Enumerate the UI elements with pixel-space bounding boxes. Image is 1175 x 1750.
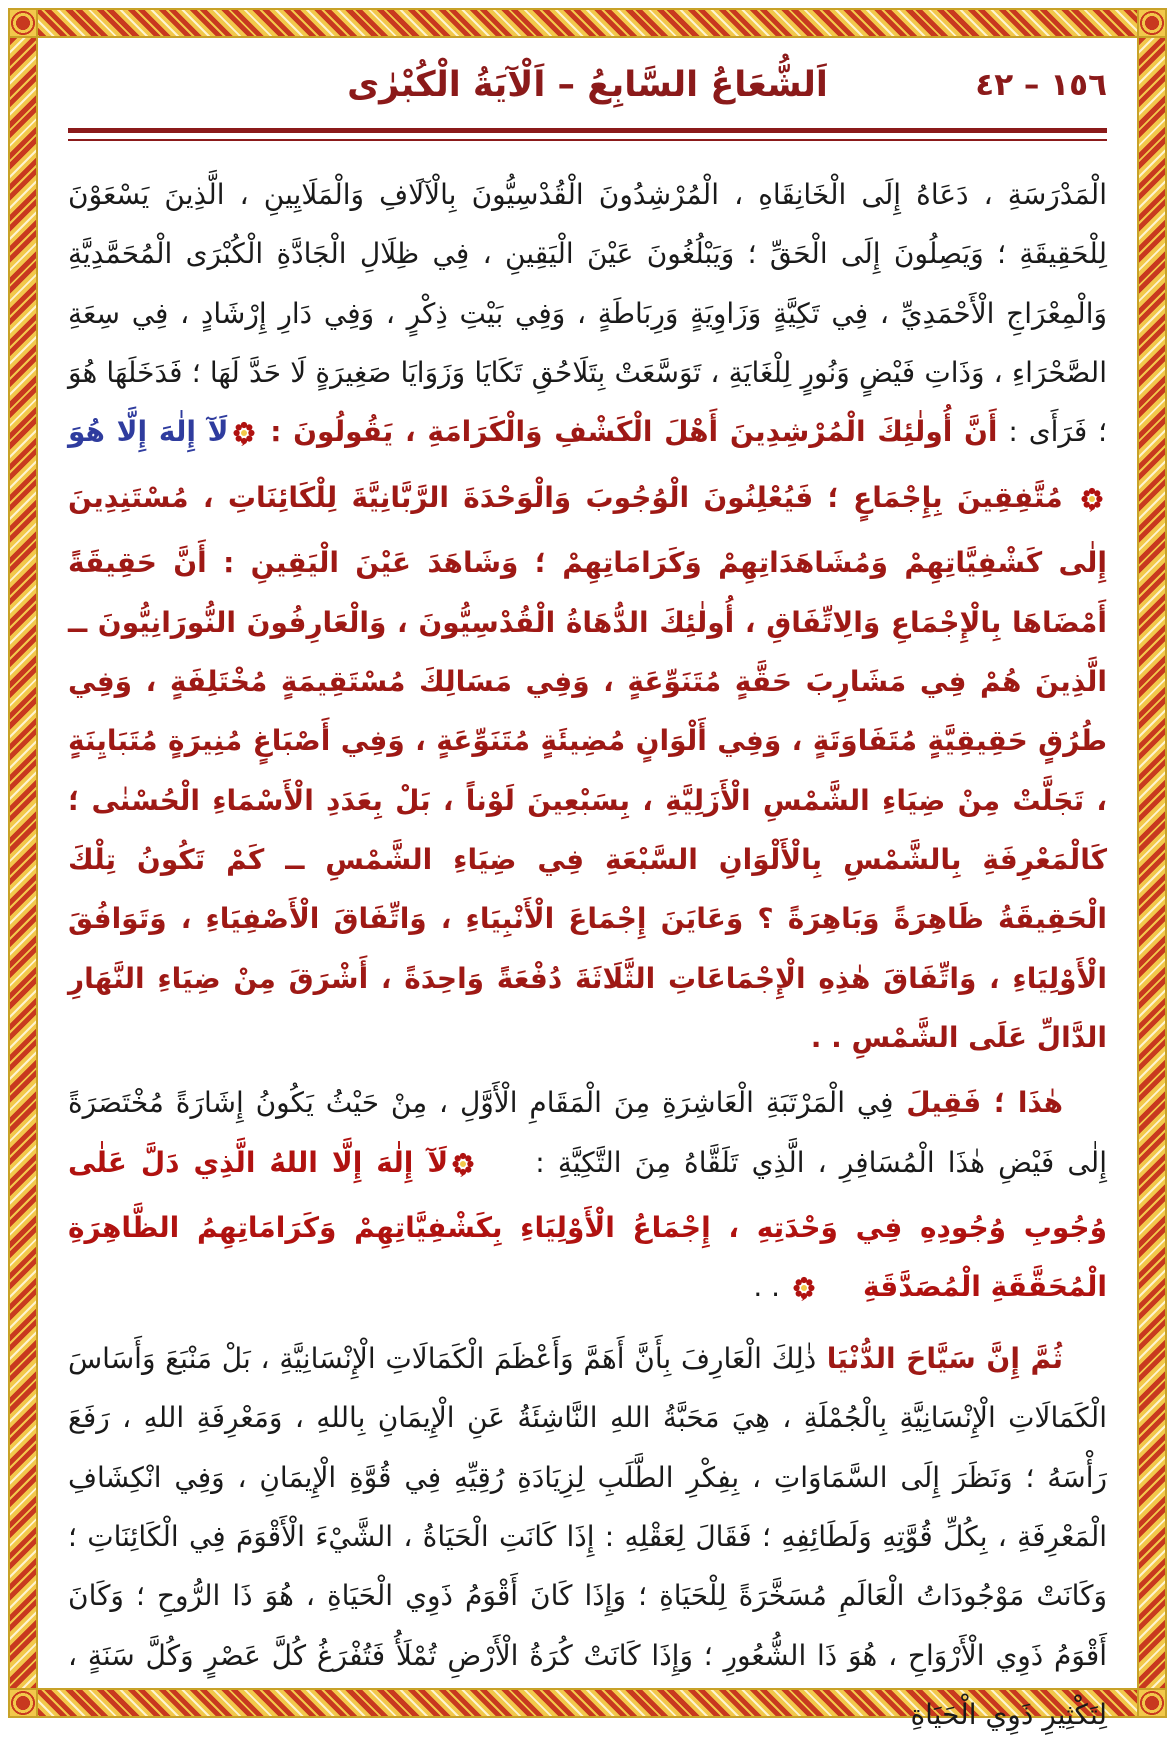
rosette-quote-bracket-icon <box>451 1139 519 1198</box>
frame-border-right <box>1137 38 1167 1688</box>
text-run-red: أَنَّ أُولٰئِكَ الْمُرْشِدِينَ أَهْلَ الْكَشْفِ وَالْكَرَامَةِ ، يَقُولُونَ : <box>258 415 998 449</box>
page-number: ١٥٦ – ٤٢ <box>975 67 1107 103</box>
text-run-black: . . <box>753 1270 789 1304</box>
text-body <box>68 165 1107 1744</box>
text-run-red: ثُمَّ إِنَّ سَيَّاحَ الدُّنْيَا <box>816 1341 1063 1375</box>
paragraph <box>68 1329 1107 1745</box>
text-run-quote_blue: لَآ إِلٰهَ إِلَّا هُوَ <box>68 415 229 449</box>
rosette-quote-bracket-icon <box>1080 474 1104 533</box>
paragraph <box>68 165 1107 1067</box>
text-run-red: هٰذَا ؛ فَقِيلَ <box>893 1086 1063 1120</box>
rosette-quote-bracket-icon <box>792 1263 860 1322</box>
frame-corner-icon <box>1137 8 1167 38</box>
text-run-black: الْمَدْرَسَةِ ، دَعَاهُ إِلَى الْخَانِقَاهِ ، الْمُرْشِدُونَ الْقُدْسِيُّونَ بِالْآلَافِ وَالْمَلَايِينِ ، الَّذِينَ يَسْعَوْنَ لِلْحَقِيقَةِ ؛ وَيَصِلُونَ إِلَى الْحَقِّ ؛ وَيَبْلُغُونَ عَيْنَ الْيَقِينِ ، فِي ظِلَالِ الْجَادَّةِ الْكُبْرَى الْمُحَمَّدِيَّةِ وَالْمِعْرَاجِ الْأَحْمَدِيِّ ، فِي تَكِيَّةٍ وَزَاوِيَةٍ وَرِبَاطَةٍ ، وَفِي بَيْتِ ذِكْرٍ ، وَفِي دَارِ إِرْشَادٍ ، فِي سِعَةِ الصَّحْرَاءِ ، وَذَاتِ فَيْضٍ وَنُورٍ لِلْغَايَةِ ، تَوَسَّعَتْ بِتَلَاحُقِ تَكَايَا وَزَوَايَا صَغِيرَةٍ لَا حَدَّ لَهَا ؛ فَدَخَلَهَا هُوَ ؛ فَرَأَى : <box>68 178 1107 449</box>
frame-border-top <box>8 8 1167 38</box>
text-run-black: فِي الْمَرْتَبَةِ الْعَاشِرَةِ مِنَ الْمَقَامِ الْأَوَّلِ ، مِنْ حَيْثُ يَكُونُ إِشَارَةً مُخْتَصَرَةً إِلٰى فَيْضِ هٰذَا الْمُسَافِرِ ، الَّذِي تَلَقَّاهُ مِنَ التَّكِيَّةِ : <box>68 1086 1107 1179</box>
text-run-black: ذٰلِكَ الْعَارِفَ بِأَنَّ أَهَمَّ وَأَعْظَمَ الْكَمَالَاتِ الْإِنْسَانِيَّةِ ، بَلْ مَنْبَعَ وَأَسَاسَ الْكَمَالَاتِ الْإِنْسَانِيَّةِ بِالْجُمْلَةِ ، هِيَ مَحَبَّةُ اللهِ النَّاشِئَةُ عَنِ الْإِيمَانِ بِاللهِ ، وَمَعْرِفَةِ اللهِ ، رَفَعَ رَأْسَهُ ؛ وَنَظَرَ إِلَى السَّمَاوَاتِ ، بِفِكْرِ الطَّلَبِ لِزِيَادَةِ رُقِيِّهِ فِي قُوَّةِ الْإِيمَانِ ، وَفِي انْكِشَافِ الْمَعْرِفَةِ ، بِكُلِّ قُوَّتِهِ وَلَطَائِفِهِ ؛ فَقَالَ لِعَقْلِهِ : إِذَا كَانَتِ الْحَيَاةُ ، الشَّيْءَ الْأَقْوَمَ فِي الْكَائِنَاتِ ؛ وَكَانَتْ مَوْجُودَاتُ الْعَالَمِ مُسَخَّرَةً لِلْحَيَاةِ ؛ وَإِذَا كَانَ أَقْوَمُ ذَوِي الْحَيَاةِ ، هُوَ ذَا الرُّوحِ ؛ وَكَانَ أَقْوَمُ ذَوِي الْأَرْوَاحِ ، هُوَ ذَا الشُّعُورِ ؛ وَإِذَا كَانَتْ كُرَةُ الْأَرْضِ تُمْلَأُ فَتُفْرَغُ كُلَّ عَصْرٍ وَكُلَّ سَنَةٍ ، لِتَكْثِيرِ ذَوِي الْحَيَاةِ <box>68 1341 1107 1731</box>
frame-corner-icon <box>1137 1688 1167 1718</box>
header-divider <box>68 128 1107 141</box>
frame-corner-icon <box>8 1688 38 1718</box>
page-content <box>68 52 1107 1750</box>
text-run-red: مُتَّفِقِينَ بِإِجْمَاعٍ ؛ فَيُعْلِنُونَ الْوُجُوبَ وَالْوَحْدَةَ الرَّبَّانِيَّةَ لِلْكَائِنَاتِ ، مُسْتَنِدِينَ إِلٰى كَشْفِيَّاتِهِمْ وَمُشَاهَدَاتِهِمْ وَكَرَامَاتِهِمْ ؛ وَشَاهَدَ عَيْنَ الْيَقِينِ : أَنَّ حَقِيقَةً أَمْضَاهَا بِالْإِجْمَاعِ وَالِاتِّفَاقِ ، أُولٰئِكَ الدُّهَاةُ الْقُدْسِيُّونَ ، وَالْعَارِفُونَ النُّورَانِيُّونَ ــ الَّذِينَ هُمْ فِي مَشَارِبَ حَقَّةٍ مُتَنَوِّعَةٍ ، وَفِي مَسَالِكَ مُسْتَقِيمَةٍ مُخْتَلِفَةٍ ، وَفِي طُرُقٍ حَقِيقِيَّةٍ مُتَفَاوَتَةٍ ، وَفِي أَلْوَانٍ مُضِيئَةٍ مُتَنَوِّعَةٍ ، وَفِي أَصْبَاغٍ مُنِيرَةٍ مُتَبَايِنَةٍ ، تَجَلَّتْ مِنْ ضِيَاءِ الشَّمْسِ الْأَزَلِيَّةِ ، بِسَبْعِينَ لَوْناً ، بَلْ بِعَدَدِ الْأَسْمَاءِ الْحُسْنٰى ؛ كَالْمَعْرِفَةِ بِالشَّمْسِ بِالْأَلْوَانِ السَّبْعَةِ فِي ضِيَاءِ الشَّمْسِ ــ كَمْ تَكُونُ تِلْكَ الْحَقِيقَةُ ظَاهِرَةً وَبَاهِرَةً ؟ وَعَايَنَ إِجْمَاعَ الْأَنْبِيَاءِ ، وَاتِّفَاقَ الْأَصْفِيَاءِ ، وَتَوَافُقَ الْأَوْلِيَاءِ ، وَاتِّفَاقَ هٰذِهِ الْإِجْمَاعَاتِ الثَّلَاثَةَ دُفْعَةً وَاحِدَةً ، أَشْرَقَ مِنْ ضِيَاءِ النَّهَارِ الدَّالِّ عَلَى الشَّمْسِ . . <box>68 480 1107 1055</box>
rosette-quote-bracket-icon <box>232 408 256 467</box>
page-header <box>68 52 1107 118</box>
frame-border-left <box>8 38 38 1688</box>
text-run-quote_red: لَآ إِلٰهَ إِلَّا اللهُ الَّذِي دَلَّ عَلٰى وُجُوبِ وُجُودِهِ فِي وَحْدَتِهِ ، إِجْمَاعُ الْأَوْلِيَاءِ بِكَشْفِيَّاتِهِمْ وَكَرَامَاتِهِمُ الظَّاهِرَةِ الْمُحَقَّقَةِ الْمُصَدَّقَةِ <box>68 1145 1107 1304</box>
frame-corner-icon <box>8 8 38 38</box>
paragraph <box>68 1073 1107 1322</box>
page-title: اَلشُّعَاعُ السَّابِعُ – اَلْآيَةُ الْكُبْرٰى <box>347 65 828 105</box>
